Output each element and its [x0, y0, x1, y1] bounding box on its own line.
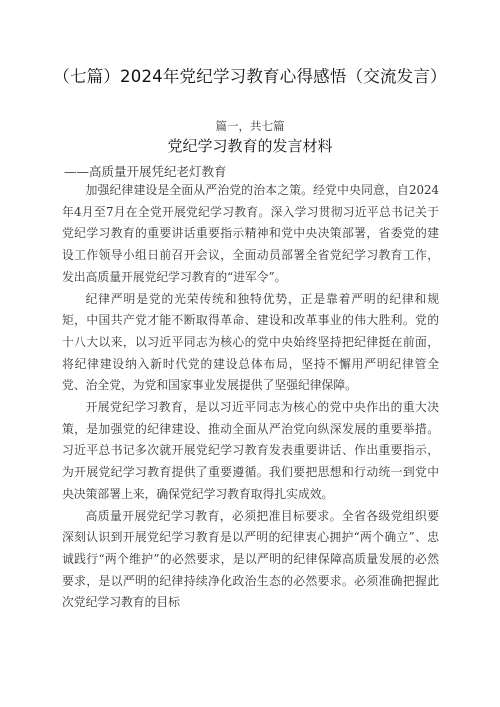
body-text	[62, 180, 439, 614]
section-subtitle: ——高质量开展凭纪老灯教育	[64, 164, 227, 179]
paragraph: 纪律严明是党的光荣传统和独特优势，正是靠着严明的纪律和规矩，中国共产党才能不断取得革命、建设和改革事业的伟大胜利。党的十八大以来，以习近平同志为核心的党中央始终坚持把纪律挺在前面，将纪律建设纳入新时代党的建设总体布局，坚持不懈用严明纪律管全党、治全党，为党和国家事业发展提供了坚强纪律保障。	[62, 291, 439, 393]
section-heading: 党纪学习教育的发言材料	[167, 137, 333, 155]
paragraph: 加强纪律建设是全面从严治党的治本之策。经党中央同意，自2024年4月至7月在全党开展党纪学习教育。深入学习贯彻习近平总书记关于党纪学习教育的重要讲话重要指示精神和党中央决策部署，省委党的建设工作领导小组日前召开会议，全面动员部署全省党纪学习教育工作，发出高质量开展党纪学习教育的“进军令”。	[62, 183, 439, 284]
document-title: （七篇）2024年党纪学习教育心得感悟（交流发言）	[53, 67, 447, 86]
section-label: 篇一，共七篇	[215, 119, 285, 133]
paragraph: 高质量开展党纪学习教育，必须把准目标要求。全省各级党组织要深刻认识到开展党纪学习教育是以严明的纪律衷心拥护“两个确立”、忠诚践行“两个维护”的必然要求，是以严明的纪律保障高质量发展的必然要求，是以严明的纪律持续净化政治生态的必然要求。必须准确把握此次党纪学习教育的目标	[62, 508, 439, 610]
paragraph: 开展党纪学习教育，是以习近平同志为核心的党中央作出的重大决策，是加强党的纪律建设、推动全面从严治党向纵深发展的重要举措。习近平总书记多次就开展党纪学习教育发表重要讲话、作出重要指示，为开展党纪学习教育提供了重要遵循。我们要把思想和行动统一到党中央决策部署上来，确保党纪学习教育取得扎实成效。	[62, 400, 439, 501]
